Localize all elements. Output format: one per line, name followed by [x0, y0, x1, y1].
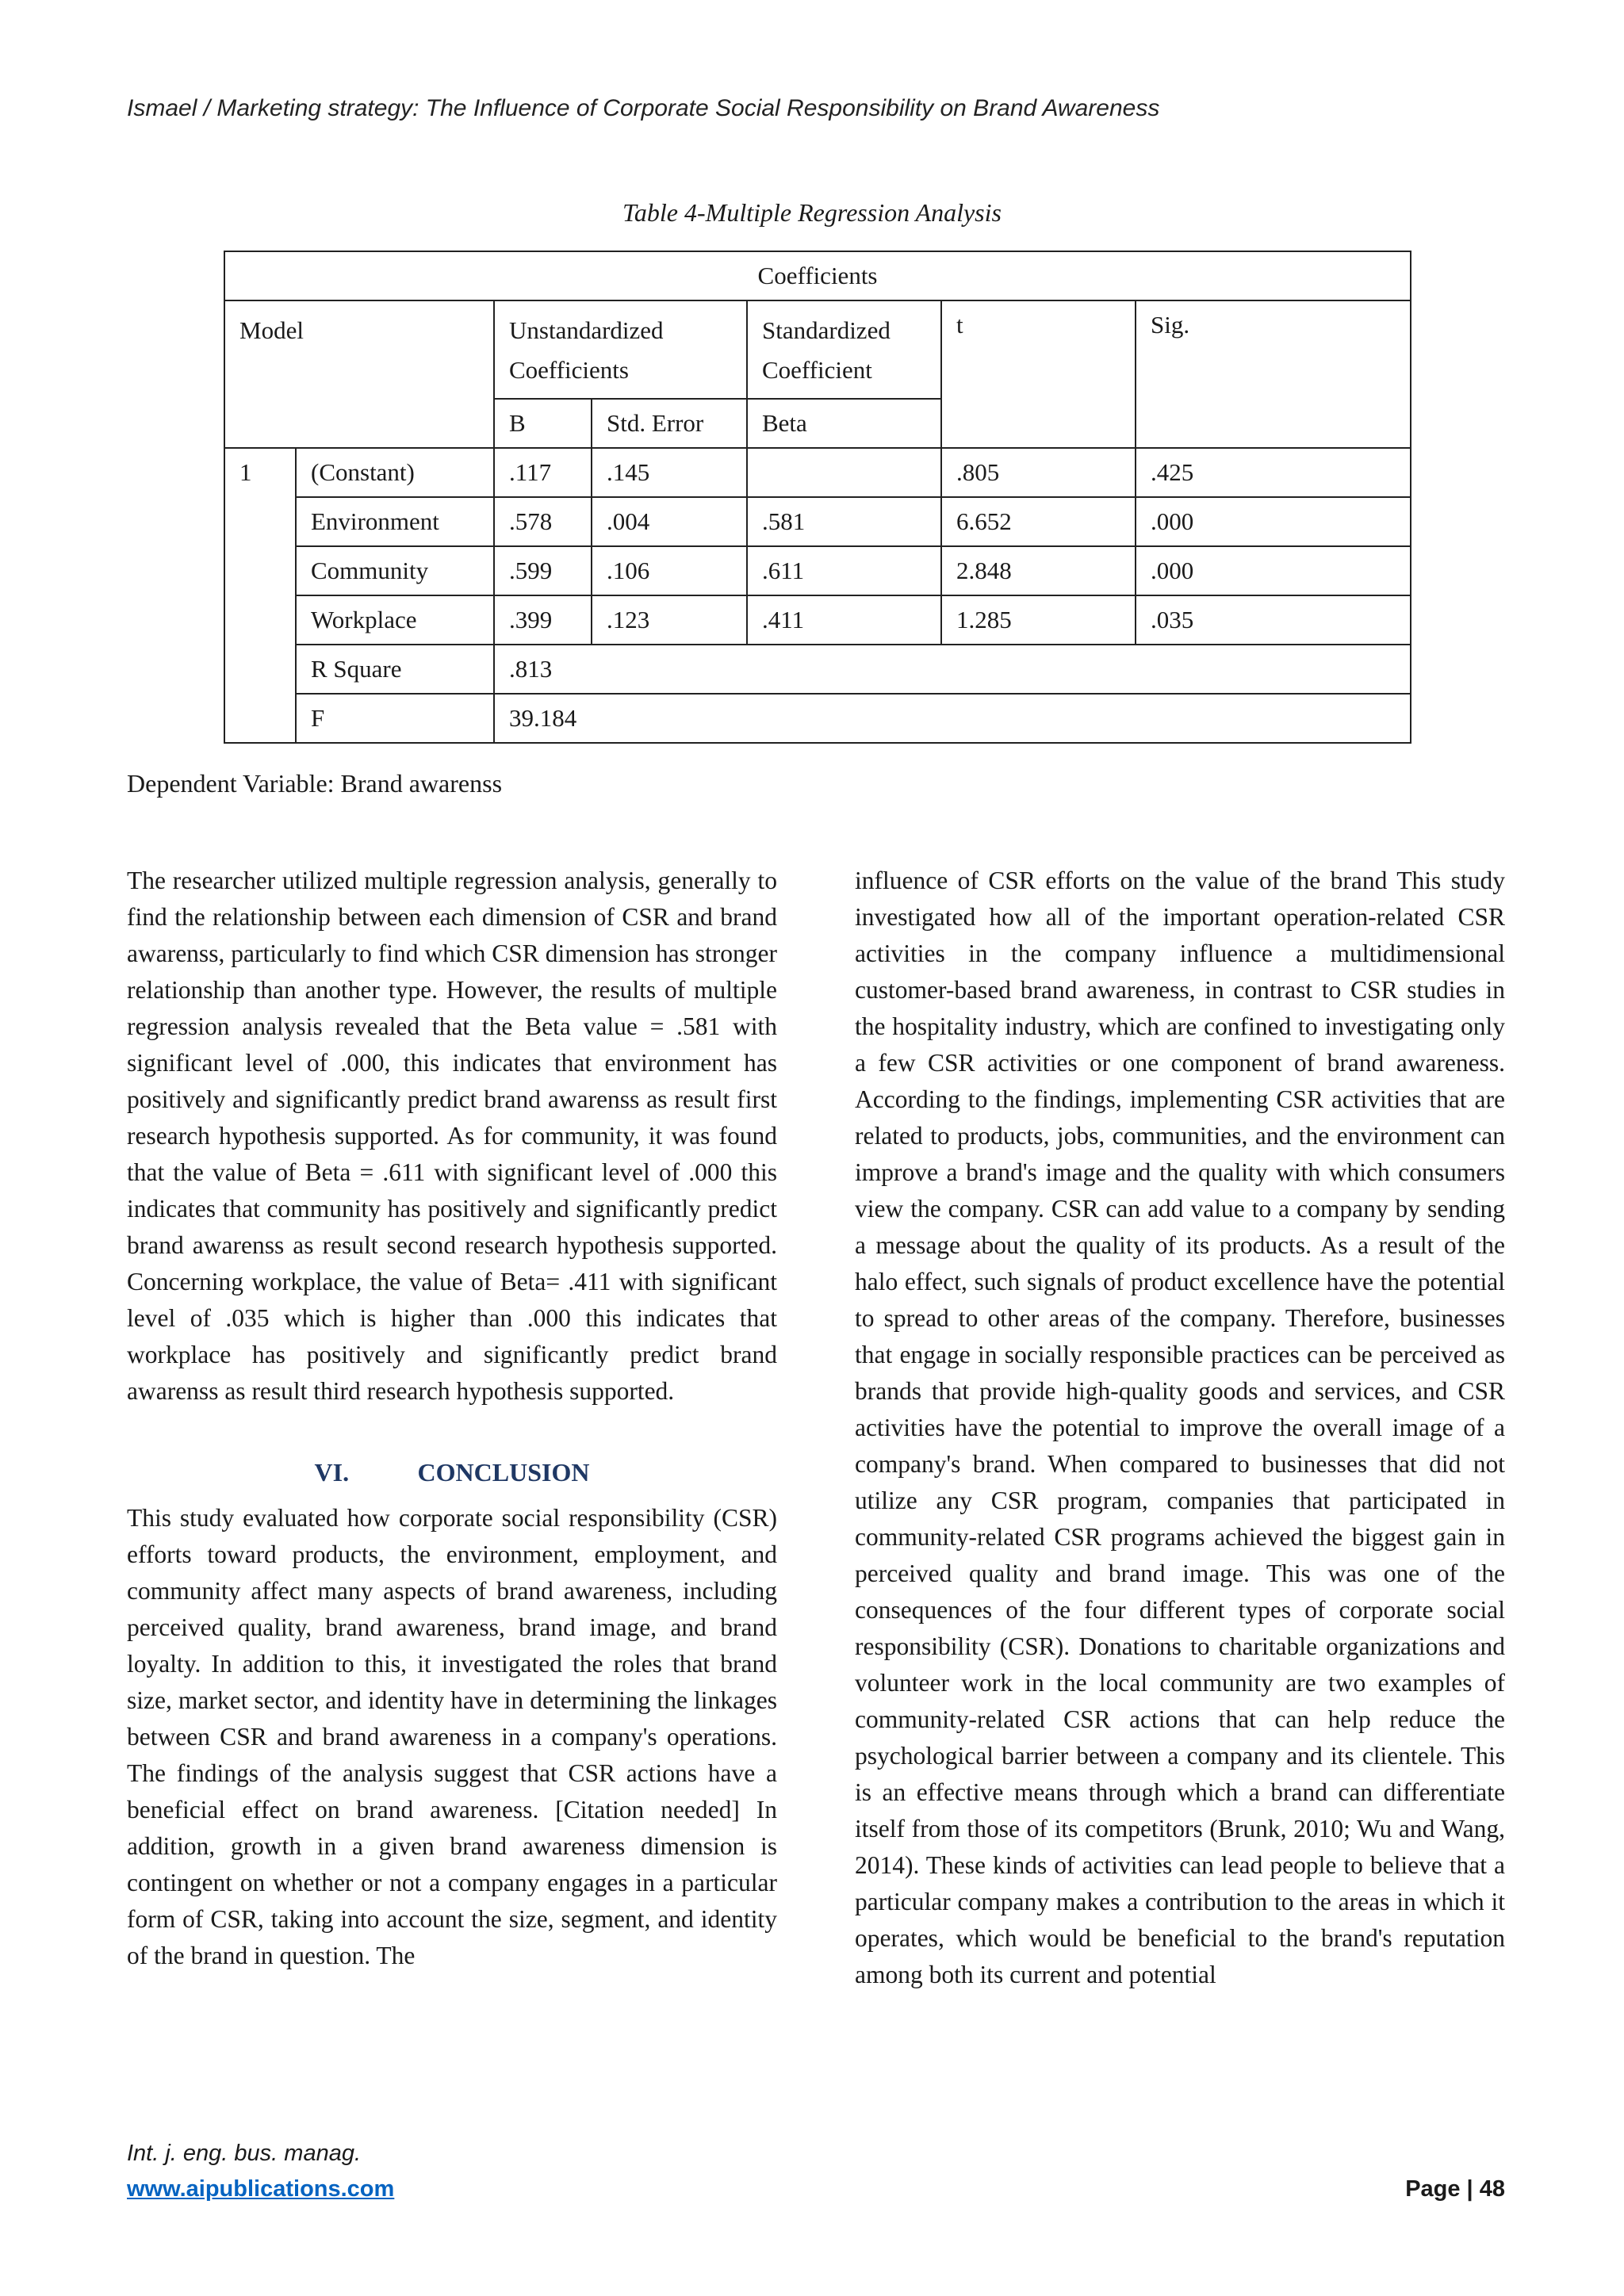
- table-title-row: [224, 251, 1411, 300]
- header-unstandardized-line2: Coefficients: [509, 356, 629, 384]
- header-standardized: [747, 300, 941, 399]
- section-title: CONCLUSION: [417, 1458, 590, 1487]
- row-se: .145: [592, 448, 747, 497]
- header-sig: Sig.: [1136, 300, 1411, 448]
- section-number: VI.: [314, 1458, 350, 1487]
- left-column: [127, 863, 777, 1974]
- row-name: (Constant): [296, 448, 494, 497]
- row-b: .399: [494, 595, 592, 645]
- conclusion-paragraph: This study evaluated how corporate social responsibility (CSR) efforts toward products, the environment, employment, and community affect many aspects of brand awareness, including perceived quality, brand awareness, brand image, and brand loyalty. In addition to this, it investigated the roles that brand size, market sector, and identity have in determining the linkages between CSR and brand awareness in a company's operations. The findings of the analysis suggest that CSR actions have a beneficial effect on brand awareness. [Citation needed] In addition, growth in a given brand awareness dimension is contingent on whether or not a company engages in a particular form of CSR, taking into account the size, segment, and identity of the brand in question. The: [127, 1504, 777, 1969]
- row-se: .123: [592, 595, 747, 645]
- row-sig: .425: [1136, 448, 1411, 497]
- table-row: [224, 595, 1411, 645]
- row-name: Community: [296, 546, 494, 595]
- row-t: .805: [941, 448, 1136, 497]
- row-b: .117: [494, 448, 592, 497]
- r-square-row: [224, 645, 1411, 694]
- table-title: Coefficients: [224, 251, 1411, 300]
- row-sig: .035: [1136, 595, 1411, 645]
- right-paragraph: influence of CSR efforts on the value of the brand This study investigated how all of the important operation-related CSR activities in the company influence a multidimensional customer-based brand awareness, in contrast to CSR studies in the hospitality industry, which are confined to investigating only a few CSR activities or one component of brand awareness. According to the findings, implementing CSR activities that are related to products, jobs, communities, and the environment can improve a brand's image and the quality with which consumers view the company. CSR can add value to a company by sending a message about the quality of its products. As a result of the halo effect, such signals of product excellence have the potential to spread to other areas of the company. Therefore, businesses that engage in socially responsible practices can be perceived as brands that provide high-quality goods and services, and CSR activities have the potential to improve the overall image of a company's brand. When compared to businesses that did not utilize any CSR program, companies that participated in community-related CSR programs achieved the biggest gain in perceived quality and brand image. This was one of the consequences of the four different types of corporate social responsibility (CSR). Donations to charitable organizations and volunteer work in the local community are two examples of community-related CSR actions that can help reduce the psychological barrier between a company and its clientele. This is an effective means through which a brand can differentiate itself from those of its competitors (Brunk, 2010; Wu and Wang, 2014). These kinds of activities can lead people to believe that a particular company makes a contribution to the areas in which it operates, which would be beneficial to the brand's reputation among both its current and potential: [855, 867, 1505, 1988]
- r-square-value: .813: [494, 645, 1411, 694]
- footer-url-link[interactable]: www.aipublications.com: [127, 2176, 395, 2202]
- r-square-label: R Square: [296, 645, 494, 694]
- row-b: .599: [494, 546, 592, 595]
- regression-table: [224, 251, 1411, 744]
- f-row: [224, 694, 1411, 743]
- row-se: .106: [592, 546, 747, 595]
- right-column: [855, 863, 1505, 1993]
- row-name: Environment: [296, 497, 494, 546]
- page-number: Page | 48: [1405, 2176, 1505, 2202]
- row-sig: .000: [1136, 546, 1411, 595]
- row-t: 2.848: [941, 546, 1136, 595]
- header-t: t: [941, 300, 1136, 448]
- header-standardized-line2: Coefficient: [762, 356, 872, 384]
- footer-journal: Int. j. eng. bus. manag.: [127, 2141, 362, 2166]
- dependent-variable-note: Dependent Variable: Brand awarenss: [127, 769, 503, 798]
- row-t: 1.285: [941, 595, 1136, 645]
- row-beta: .411: [747, 595, 941, 645]
- f-label: F: [296, 694, 494, 743]
- row-beta: [747, 448, 941, 497]
- table-header-row: [224, 300, 1411, 399]
- row-name: Workplace: [296, 595, 494, 645]
- row-beta: .611: [747, 546, 941, 595]
- results-paragraph: The researcher utilized multiple regression analysis, generally to find the relationship between each dimension of CSR and brand awarenss, particularly to find which CSR dimension has stronger relationship than another type. However, the results of multiple regression analysis revealed that the Beta value = .581 with significant level of .000, this indicates that environment has positively and significantly predict brand awarenss as result first research hypothesis supported. As for community, it was found that the value of Beta = .611 with significant level of .000 this indicates that community has positively and significantly predict brand awarenss as result second research hypothesis supported. Concerning workplace, the value of Beta= .411 with significant level of .035 which is higher than .000 this indicates that workplace has positively and significantly predict brand awarenss as result third research hypothesis supported.: [127, 867, 777, 1405]
- table-row: [224, 546, 1411, 595]
- header-b: B: [494, 399, 592, 448]
- row-b: .578: [494, 497, 592, 546]
- table-caption: Table 4-Multiple Regression Analysis: [622, 198, 1002, 227]
- row-t: 6.652: [941, 497, 1136, 546]
- header-std-error: Std. Error: [592, 399, 747, 448]
- section-heading: [127, 1454, 777, 1490]
- header-beta: Beta: [747, 399, 941, 448]
- row-beta: .581: [747, 497, 941, 546]
- table-row: [224, 497, 1411, 546]
- header-standardized-line1: Standardized: [762, 316, 891, 344]
- model-number: 1: [224, 448, 296, 743]
- header-unstandardized: [494, 300, 747, 399]
- row-sig: .000: [1136, 497, 1411, 546]
- row-se: .004: [592, 497, 747, 546]
- running-header: Ismael / Marketing strategy: The Influence of Corporate Social Responsibility on Brand Awareness: [127, 95, 1160, 121]
- table-row: [224, 448, 1411, 497]
- header-unstandardized-line1: Unstandardized: [509, 316, 664, 344]
- header-model: Model: [224, 300, 494, 448]
- f-value: 39.184: [494, 694, 1411, 743]
